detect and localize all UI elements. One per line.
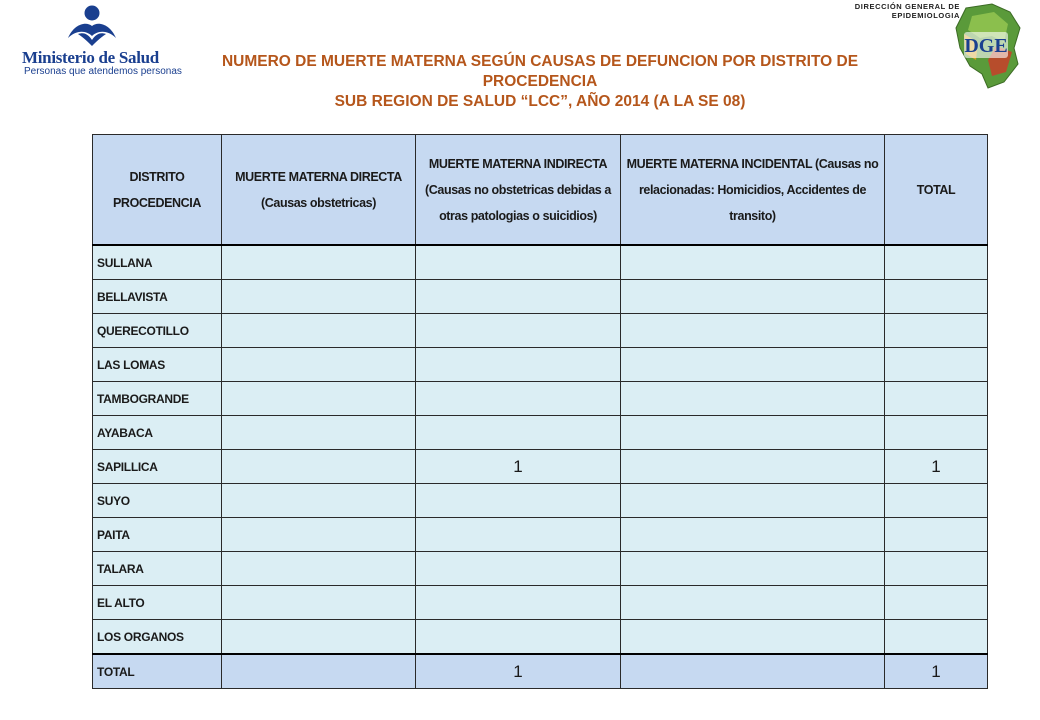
- total-cell: [885, 586, 988, 620]
- minsa-emblem-icon: [64, 4, 120, 48]
- incidental-cell: [621, 484, 885, 518]
- col-header-total: TOTAL: [885, 135, 988, 246]
- directa-cell: [222, 280, 416, 314]
- incidental-cell: [621, 348, 885, 382]
- indirecta-cell: [416, 348, 621, 382]
- report-title-line2: PROCEDENCIA: [482, 73, 598, 90]
- total-cell: [885, 245, 988, 280]
- directa-cell: [222, 382, 416, 416]
- indirecta-cell: [416, 518, 621, 552]
- dge-map-logo: [952, 2, 1024, 90]
- table-row: [93, 518, 988, 552]
- table-row: [93, 586, 988, 620]
- indirecta-cell: [416, 382, 621, 416]
- total-cell: [885, 518, 988, 552]
- total-cell: [885, 484, 988, 518]
- report-title-line1: NUMERO DE MUERTE MATERNA SEGÚN CAUSAS DE DEFUNCION POR DISTRITO DE: [221, 53, 859, 70]
- table-row: [93, 620, 988, 655]
- col-header-directa: MUERTE MATERNA DIRECTA (Causas obstetricas): [222, 135, 416, 246]
- indirecta-cell: [416, 280, 621, 314]
- table-row: [93, 280, 988, 314]
- district-cell: TALARA: [93, 552, 222, 586]
- report-title: [140, 52, 940, 112]
- ministry-name: Ministerio de Salud: [22, 48, 159, 67]
- indirecta-cell: [416, 620, 621, 655]
- directa-cell: [222, 450, 416, 484]
- indirecta-cell: [416, 586, 621, 620]
- total-directa-cell: [222, 654, 416, 689]
- incidental-cell: [621, 450, 885, 484]
- incidental-cell: [621, 382, 885, 416]
- directa-cell: [222, 348, 416, 382]
- district-cell: LAS LOMAS: [93, 348, 222, 382]
- district-cell: EL ALTO: [93, 586, 222, 620]
- table-row: [93, 416, 988, 450]
- total-cell: [885, 280, 988, 314]
- indirecta-cell: 1: [416, 450, 621, 484]
- directa-cell: [222, 314, 416, 348]
- incidental-cell: [621, 620, 885, 655]
- table-header-row: [93, 135, 988, 246]
- indirecta-cell: [416, 245, 621, 280]
- incidental-cell: [621, 314, 885, 348]
- table-row: [93, 552, 988, 586]
- district-cell: LOS ORGANOS: [93, 620, 222, 655]
- report-title-line3: SUB REGION DE SALUD “LCC”, AÑO 2014 (A LA SE 08): [334, 93, 746, 110]
- indirecta-cell: [416, 416, 621, 450]
- dge-logo-text: DGE: [964, 35, 1008, 57]
- total-cell: [885, 314, 988, 348]
- indirecta-cell: [416, 484, 621, 518]
- total-cell: [885, 552, 988, 586]
- total-indirecta-cell: 1: [416, 654, 621, 689]
- table-row: [93, 245, 988, 280]
- total-cell: [885, 416, 988, 450]
- district-cell: SUYO: [93, 484, 222, 518]
- col-header-incidental: MUERTE MATERNA INCIDENTAL (Causas no relacionadas: Homicidios, Accidentes de transito): [621, 135, 885, 246]
- col-header-distrito: DISTRITO PROCEDENCIA: [93, 135, 222, 246]
- dge-organization-label: [820, 2, 960, 20]
- total-incidental-cell: [621, 654, 885, 689]
- directa-cell: [222, 484, 416, 518]
- table-row: [93, 314, 988, 348]
- district-cell: AYABACA: [93, 416, 222, 450]
- incidental-cell: [621, 280, 885, 314]
- directa-cell: [222, 586, 416, 620]
- dge-org-line2: EPIDEMIOLOGIA: [891, 11, 960, 20]
- col-header-indirecta: MUERTE MATERNA INDIRECTA (Causas no obstetricas debidas a otras patologias o suicidios): [416, 135, 621, 246]
- total-label-cell: TOTAL: [93, 654, 222, 689]
- incidental-cell: [621, 586, 885, 620]
- incidental-cell: [621, 416, 885, 450]
- maternal-death-table: [92, 134, 988, 689]
- district-cell: SULLANA: [93, 245, 222, 280]
- directa-cell: [222, 620, 416, 655]
- directa-cell: [222, 518, 416, 552]
- total-cell: [885, 348, 988, 382]
- incidental-cell: [621, 518, 885, 552]
- district-cell: TAMBOGRANDE: [93, 382, 222, 416]
- table-total-row: [93, 654, 988, 689]
- indirecta-cell: [416, 552, 621, 586]
- total-cell: [885, 382, 988, 416]
- table-row: [93, 484, 988, 518]
- table-row: [93, 450, 988, 484]
- total-cell: 1: [885, 450, 988, 484]
- district-cell: PAITA: [93, 518, 222, 552]
- incidental-cell: [621, 552, 885, 586]
- indirecta-cell: [416, 314, 621, 348]
- incidental-cell: [621, 245, 885, 280]
- district-cell: BELLAVISTA: [93, 280, 222, 314]
- table-row: [93, 348, 988, 382]
- total-cell: [885, 620, 988, 655]
- directa-cell: [222, 245, 416, 280]
- district-cell: SAPILLICA: [93, 450, 222, 484]
- table-row: [93, 382, 988, 416]
- dge-org-line1: DIRECCIÓN GENERAL DE: [854, 2, 960, 11]
- district-cell: QUERECOTILLO: [93, 314, 222, 348]
- grand-total-cell: 1: [885, 654, 988, 689]
- directa-cell: [222, 552, 416, 586]
- directa-cell: [222, 416, 416, 450]
- ministry-tagline: Personas que atendemos personas: [24, 66, 182, 77]
